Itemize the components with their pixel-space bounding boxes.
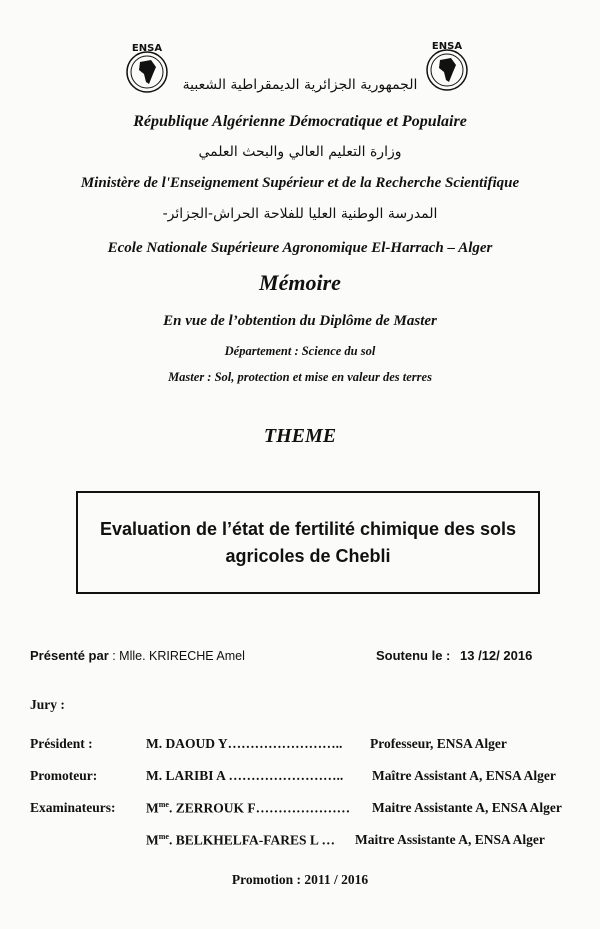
jury-name-examinateur-1: $M^{me}$. ZERROUK F………………… [146, 800, 351, 816]
memoire-title: Mémoire [259, 270, 341, 295]
memoire-subtitle: En vue de l’obtention du Diplôme de Master [163, 313, 437, 329]
defended-label: Soutenu le : [376, 648, 451, 663]
jury-position-examinateur-1: Maitre Assistante A, ENSA Alger [372, 800, 562, 815]
presented-value: : Mlle. KRIRECHE Amel [108, 649, 245, 663]
jury-role-promoteur: Promoteur: [30, 768, 98, 783]
jury-role-examinateurs: Examinateurs: [30, 800, 116, 815]
defended-on [376, 648, 532, 663]
promotion: Promotion : 2011 / 2016 [231, 872, 369, 887]
jury-label: Jury : [30, 697, 65, 712]
theme-box [76, 491, 540, 594]
svg-text:ENSA: ENSA [131, 43, 163, 54]
jury-position-president: Professeur, ENSA Alger [370, 736, 507, 751]
ministry-french: Ministère de l'Enseignement Supérieur et de la Recherche Scientifique [80, 175, 520, 191]
jury-position-examinateur-2: Maitre Assistante A, ENSA Alger [355, 832, 545, 847]
theme-label: THEME [263, 425, 337, 447]
defended-date: 13 /12/ 2016 [460, 648, 533, 663]
jury-position-promoteur: Maître Assistant A, ENSA Alger [372, 768, 556, 783]
svg-text:ENSA: ENSA [431, 41, 463, 52]
jury-name-promoteur: M. LARIBI A …………………….. [146, 768, 344, 783]
republic-french: République Algérienne Démocratique et Populaire [133, 113, 467, 130]
jury-name-president: M. DAOUD Y…………………….. [146, 736, 343, 751]
school-arabic: المدرسة الوطنية العليا للفلاحة الحراش-الجزائر- [162, 206, 438, 222]
department: Département : Science du sol [224, 344, 376, 358]
republic-arabic: الجمهورية الجزائرية الديمقراطية الشعبية [182, 77, 418, 93]
presented-label: Présenté par [30, 648, 109, 663]
school-french: Ecole Nationale Supérieure Agronomique El-Harrach – Alger [107, 240, 493, 256]
theme-title: Evaluation de l’état de fertilité chimique des sols agricoles de Chebli [99, 518, 517, 566]
jury-role-president: Président : [30, 736, 93, 751]
jury-name-examinateur-2: $M^{me}$. BELKHELFA-FARES L … [146, 832, 335, 848]
ministry-arabic: وزارة التعليم العالي والبحث العلمي [198, 144, 402, 160]
presented-by [30, 648, 245, 664]
master-program: Master : Sol, protection et mise en valeur des terres [168, 370, 432, 384]
